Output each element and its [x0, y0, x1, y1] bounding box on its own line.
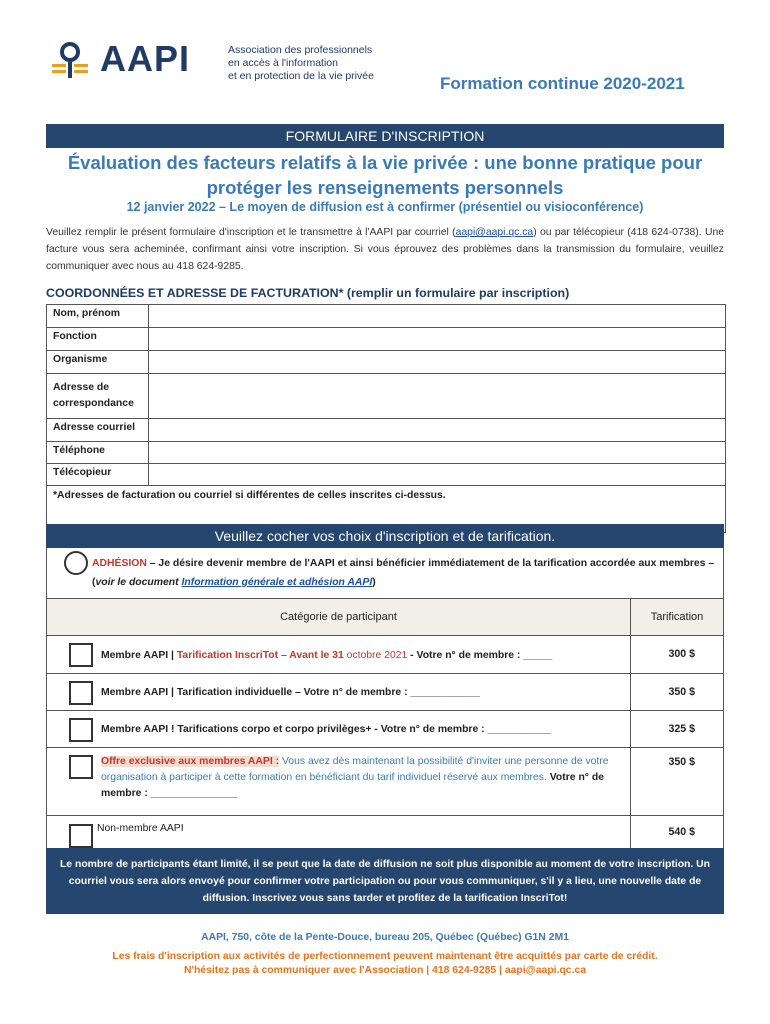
organisme-input[interactable]	[149, 351, 725, 373]
logo-tagline: Association des professionnels en accès à l'information et en protection de la vie privée	[228, 44, 374, 82]
billing-note: *Adresses de facturation ou courriel si différentes de celles inscrites ci-dessus.	[53, 490, 446, 501]
section-heading-tarification: Veuillez cocher vos choix d'inscription et de tarification.	[46, 524, 724, 548]
row-label: Membre AAPI ! Tarifications corpo et corpo privilèges+ - Votre n° de membre : ___________	[101, 724, 552, 735]
field-row	[47, 419, 725, 442]
row-price: 300 $	[668, 648, 695, 660]
row-label: Membre AAPI | Tarification individuelle – Votre n° de membre : ____________	[101, 687, 480, 698]
pricing-table	[46, 598, 724, 849]
row-label: Offre exclusive aux membres AAPI : Vous avez dès maintenant la possibilité d'inviter une personne de votre organisation à participer à cette formation en bénéficiant du tarif individuel réservé aux membres. Votre n° de membre : _______________	[101, 756, 609, 799]
field-label: Téléphone	[47, 442, 149, 463]
pricing-row	[47, 674, 723, 711]
footer-line-1: Les frais d'inscription aux activités de perfectionnement peuvent maintenant être acquittés par carte de crédit.	[112, 951, 658, 962]
adhesion-doc-link[interactable]: Information générale et adhésion AAPI	[181, 577, 373, 588]
field-label: Nom, prénom	[47, 305, 149, 327]
notice-banner: Le nombre de participants étant limité, il se peut que la date de diffusion ne soit plus disponible au moment de votre inscription. Un courriel vous sera alors envoyé pour confirmer votre participation ou pour vous communiquer, s'il y a lieu, une nouvelle date de diffusion. Inscrivez vous sans tarder et profitez de la tarification InscriTot!	[46, 848, 724, 914]
section-heading-coordonnees: COORDONNÉES ET ADRESSE DE FACTURATION* (remplir un formulaire par inscription)	[46, 286, 570, 300]
offre-exclusive-checkbox[interactable]	[69, 755, 93, 779]
col-price-header: Tarification	[650, 611, 704, 623]
non-membre-checkbox[interactable]	[69, 824, 93, 848]
inscritot-checkbox[interactable]	[69, 643, 93, 667]
telecopieur-input[interactable]	[149, 464, 725, 485]
telephone-input[interactable]	[149, 442, 725, 463]
formation-title: Formation continue 2020-2021	[440, 74, 685, 93]
row-price: 350 $	[668, 756, 695, 768]
col-category-header: Catégorie de participant	[47, 599, 631, 635]
field-row	[47, 328, 725, 351]
footer-line-2: N'hésitez pas à communiquer avec l'Association | 418 624-9285 | aapi@aapi.qc.ca	[183, 965, 587, 976]
row-price: 350 $	[668, 686, 695, 698]
aapi-logo-icon	[50, 40, 94, 82]
corpo-checkbox[interactable]	[69, 718, 93, 742]
email-link[interactable]: aapi@aapi.qc.ca	[455, 227, 534, 238]
pricing-row	[47, 816, 723, 848]
row-label: Non-membre AAPI	[97, 823, 184, 834]
courriel-input[interactable]	[149, 419, 725, 441]
footer-address: AAPI, 750, côte de la Pente-Douce, bureau 205, Québec (Québec) G1N 2M1	[201, 932, 569, 943]
nom-input[interactable]	[149, 305, 725, 327]
form-banner: FORMULAIRE D'INSCRIPTION	[46, 124, 724, 148]
course-subtitle: 12 janvier 2022 – Le moyen de diffusion est à confirmer (présentiel ou visioconférence)	[126, 200, 644, 214]
field-row	[47, 464, 725, 486]
row-price: 540 $	[668, 826, 695, 838]
adresse-input[interactable]	[149, 374, 725, 418]
adhesion-text: ADHÉSION – Je désire devenir membre de l'AAPI et ainsi bénéficier immédiatement de la tarification accordée aux membres – (voir le document Information générale et adhésion AAPI)	[92, 558, 715, 588]
fonction-input[interactable]	[149, 328, 725, 350]
logo-text: AAPI	[100, 38, 191, 79]
individuelle-checkbox[interactable]	[69, 681, 93, 705]
pricing-row	[47, 748, 723, 816]
field-row	[47, 305, 725, 328]
adhesion-radio[interactable]	[64, 551, 88, 575]
row-label: Membre AAPI | Tarification InscriTot – Avant le 31 octobre 2021 - Votre n° de membre : _____	[101, 650, 553, 661]
field-row	[47, 351, 725, 374]
pricing-row	[47, 636, 723, 674]
field-label: Organisme	[47, 351, 149, 373]
course-title: Évaluation des facteurs relatifs à la vie privée : une bonne pratique pour protéger les renseignements personnels	[67, 152, 703, 198]
billing-form-table	[46, 304, 726, 533]
pricing-header	[47, 599, 723, 636]
field-label: Fonction	[47, 328, 149, 350]
field-label: Adresse courriel	[47, 419, 149, 441]
field-row	[47, 442, 725, 464]
pricing-row	[47, 711, 723, 748]
field-label: Adresse de correspondance	[47, 374, 149, 418]
field-label: Télécopieur	[47, 464, 149, 485]
intro-text: Veuillez remplir le présent formulaire d'inscription et le transmettre à l'AAPI par courriel (aapi@aapi.qc.ca) ou par télécopieur (418 624-0738). Une facture vous sera acheminée, confirmant ainsi votre inscription. Si vous éprouvez des problèmes dans la transmission du formulaire, veuillez communiquer avec nous au 418 624-9285.	[46, 227, 725, 272]
field-row	[47, 374, 725, 419]
row-price: 325 $	[668, 723, 695, 735]
